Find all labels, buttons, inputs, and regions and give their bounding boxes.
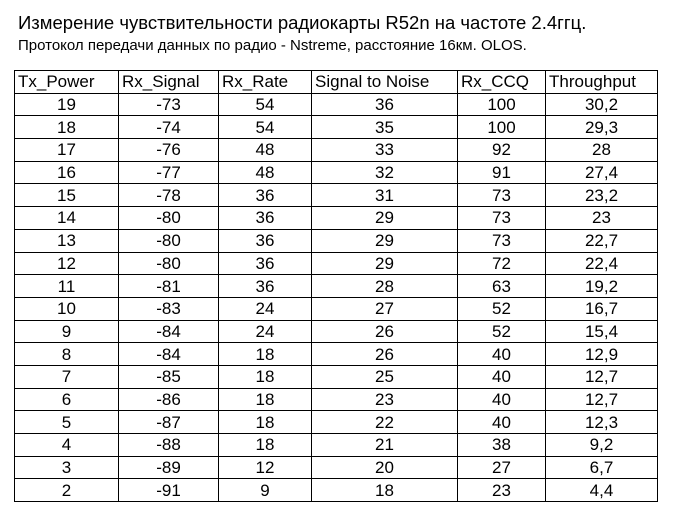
table-row xyxy=(15,161,658,184)
cell-throughput: 15,4 xyxy=(546,320,658,343)
cell-throughput: 4,4 xyxy=(546,479,658,502)
cell-rx-ccq: 73 xyxy=(458,184,546,207)
cell-throughput: 12,7 xyxy=(546,388,658,411)
cell-rx-rate: 18 xyxy=(219,388,312,411)
cell-rx-rate: 24 xyxy=(219,320,312,343)
cell-throughput: 16,7 xyxy=(546,297,658,320)
cell-rx-signal: -80 xyxy=(119,252,219,275)
cell-throughput: 12,3 xyxy=(546,411,658,434)
table-row xyxy=(15,297,658,320)
cell-rx-rate: 24 xyxy=(219,297,312,320)
cell-rx-ccq: 40 xyxy=(458,388,546,411)
cell-tx-power: 19 xyxy=(15,93,119,116)
cell-tx-power: 15 xyxy=(15,184,119,207)
cell-rx-rate: 36 xyxy=(219,229,312,252)
table-row xyxy=(15,184,658,207)
cell-rx-ccq: 40 xyxy=(458,365,546,388)
cell-rx-signal: -84 xyxy=(119,320,219,343)
table-row xyxy=(15,229,658,252)
cell-throughput: 22,7 xyxy=(546,229,658,252)
cell-tx-power: 3 xyxy=(15,456,119,479)
cell-rx-ccq: 100 xyxy=(458,93,546,116)
table-row xyxy=(15,411,658,434)
cell-rx-ccq: 91 xyxy=(458,161,546,184)
cell-signal-to-noise: 29 xyxy=(312,229,458,252)
cell-throughput: 12,7 xyxy=(546,365,658,388)
cell-throughput: 23 xyxy=(546,207,658,230)
cell-rx-signal: -77 xyxy=(119,161,219,184)
header-throughput: Throughput xyxy=(546,71,658,94)
cell-rx-rate: 36 xyxy=(219,252,312,275)
header-tx-power: Tx_Power xyxy=(15,71,119,94)
cell-tx-power: 13 xyxy=(15,229,119,252)
cell-rx-ccq: 73 xyxy=(458,207,546,230)
cell-signal-to-noise: 31 xyxy=(312,184,458,207)
header-rx-signal: Rx_Signal xyxy=(119,71,219,94)
table-header-row xyxy=(15,71,658,94)
cell-tx-power: 7 xyxy=(15,365,119,388)
cell-rx-signal: -86 xyxy=(119,388,219,411)
table-row xyxy=(15,93,658,116)
document-subtitle: Протокол передачи данных по радио - Nstreme, расстояние 16км. OLOS. xyxy=(18,37,527,54)
cell-rx-rate: 9 xyxy=(219,479,312,502)
table-row xyxy=(15,365,658,388)
cell-rx-rate: 18 xyxy=(219,434,312,457)
cell-rx-rate: 48 xyxy=(219,139,312,162)
cell-rx-ccq: 63 xyxy=(458,275,546,298)
cell-rx-rate: 18 xyxy=(219,343,312,366)
cell-tx-power: 10 xyxy=(15,297,119,320)
cell-rx-rate: 18 xyxy=(219,411,312,434)
cell-tx-power: 4 xyxy=(15,434,119,457)
cell-rx-ccq: 52 xyxy=(458,320,546,343)
cell-rx-ccq: 27 xyxy=(458,456,546,479)
cell-rx-rate: 36 xyxy=(219,207,312,230)
cell-rx-ccq: 40 xyxy=(458,343,546,366)
cell-throughput: 12,9 xyxy=(546,343,658,366)
cell-signal-to-noise: 22 xyxy=(312,411,458,434)
cell-signal-to-noise: 36 xyxy=(312,93,458,116)
cell-throughput: 29,3 xyxy=(546,116,658,139)
cell-rx-rate: 54 xyxy=(219,116,312,139)
cell-tx-power: 2 xyxy=(15,479,119,502)
cell-rx-signal: -88 xyxy=(119,434,219,457)
table-row xyxy=(15,456,658,479)
cell-throughput: 28 xyxy=(546,139,658,162)
cell-tx-power: 11 xyxy=(15,275,119,298)
cell-signal-to-noise: 26 xyxy=(312,343,458,366)
table-row xyxy=(15,434,658,457)
cell-rx-ccq: 52 xyxy=(458,297,546,320)
cell-signal-to-noise: 27 xyxy=(312,297,458,320)
cell-rx-ccq: 23 xyxy=(458,479,546,502)
table-row xyxy=(15,320,658,343)
cell-rx-signal: -80 xyxy=(119,229,219,252)
cell-signal-to-noise: 21 xyxy=(312,434,458,457)
cell-rx-ccq: 40 xyxy=(458,411,546,434)
cell-rx-rate: 48 xyxy=(219,161,312,184)
table-row xyxy=(15,388,658,411)
cell-tx-power: 9 xyxy=(15,320,119,343)
cell-signal-to-noise: 33 xyxy=(312,139,458,162)
cell-throughput: 19,2 xyxy=(546,275,658,298)
table-row xyxy=(15,207,658,230)
table-row xyxy=(15,252,658,275)
cell-throughput: 30,2 xyxy=(546,93,658,116)
cell-tx-power: 17 xyxy=(15,139,119,162)
cell-tx-power: 12 xyxy=(15,252,119,275)
cell-signal-to-noise: 32 xyxy=(312,161,458,184)
cell-rx-ccq: 72 xyxy=(458,252,546,275)
cell-tx-power: 5 xyxy=(15,411,119,434)
header-rx-ccq: Rx_CCQ xyxy=(458,71,546,94)
cell-rx-ccq: 38 xyxy=(458,434,546,457)
cell-rx-rate: 54 xyxy=(219,93,312,116)
table-row xyxy=(15,139,658,162)
table-row xyxy=(15,479,658,502)
table-row xyxy=(15,275,658,298)
cell-signal-to-noise: 29 xyxy=(312,207,458,230)
cell-rx-signal: -81 xyxy=(119,275,219,298)
cell-rx-ccq: 92 xyxy=(458,139,546,162)
cell-throughput: 27,4 xyxy=(546,161,658,184)
cell-rx-signal: -87 xyxy=(119,411,219,434)
cell-signal-to-noise: 35 xyxy=(312,116,458,139)
cell-rx-signal: -85 xyxy=(119,365,219,388)
cell-tx-power: 16 xyxy=(15,161,119,184)
table-row xyxy=(15,116,658,139)
cell-rx-ccq: 73 xyxy=(458,229,546,252)
table-body xyxy=(15,93,658,501)
cell-tx-power: 6 xyxy=(15,388,119,411)
cell-signal-to-noise: 23 xyxy=(312,388,458,411)
measurement-table xyxy=(14,70,658,502)
cell-rx-signal: -80 xyxy=(119,207,219,230)
header-rx-rate: Rx_Rate xyxy=(219,71,312,94)
cell-throughput: 9,2 xyxy=(546,434,658,457)
cell-throughput: 6,7 xyxy=(546,456,658,479)
cell-signal-to-noise: 18 xyxy=(312,479,458,502)
cell-rx-signal: -76 xyxy=(119,139,219,162)
cell-signal-to-noise: 20 xyxy=(312,456,458,479)
document-title: Измерение чувствительности радиокарты R52n на частоте 2.4ггц. xyxy=(18,12,587,33)
cell-tx-power: 14 xyxy=(15,207,119,230)
cell-rx-rate: 12 xyxy=(219,456,312,479)
cell-signal-to-noise: 25 xyxy=(312,365,458,388)
cell-tx-power: 18 xyxy=(15,116,119,139)
cell-throughput: 23,2 xyxy=(546,184,658,207)
cell-signal-to-noise: 26 xyxy=(312,320,458,343)
cell-signal-to-noise: 29 xyxy=(312,252,458,275)
cell-throughput: 22,4 xyxy=(546,252,658,275)
header-signal-to-noise: Signal to Noise xyxy=(312,71,458,94)
cell-rx-rate: 36 xyxy=(219,184,312,207)
cell-rx-signal: -73 xyxy=(119,93,219,116)
cell-rx-signal: -83 xyxy=(119,297,219,320)
cell-rx-signal: -91 xyxy=(119,479,219,502)
cell-rx-signal: -74 xyxy=(119,116,219,139)
cell-rx-signal: -89 xyxy=(119,456,219,479)
table-row xyxy=(15,343,658,366)
cell-signal-to-noise: 28 xyxy=(312,275,458,298)
cell-rx-rate: 36 xyxy=(219,275,312,298)
cell-rx-signal: -84 xyxy=(119,343,219,366)
cell-rx-rate: 18 xyxy=(219,365,312,388)
cell-tx-power: 8 xyxy=(15,343,119,366)
cell-rx-signal: -78 xyxy=(119,184,219,207)
cell-rx-ccq: 100 xyxy=(458,116,546,139)
